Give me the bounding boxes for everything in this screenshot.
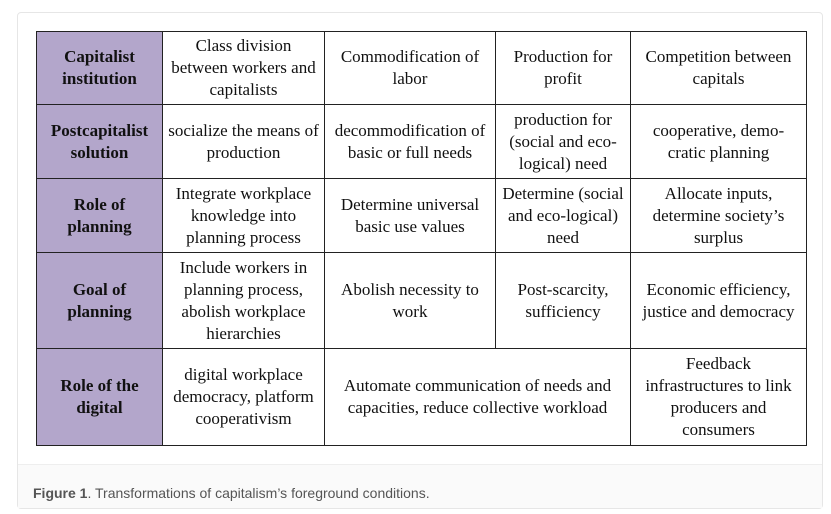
figure-caption [33,485,430,501]
table-cell: digital workplace democracy, platform cooperativism [163,349,325,446]
table-cell: Economic efficiency, justice and democracy [631,253,807,349]
row-header: Goal of planning [37,253,163,349]
table-cell: Abolish necessity to work [325,253,496,349]
table-cell: Determine (social and eco-logical) need [496,179,631,253]
table-cell: Post-scarcity, sufficiency [496,253,631,349]
table-cell: cooperative, demo-cratic planning [631,105,807,179]
table-cell: Integrate workplace knowledge into planning process [163,179,325,253]
table-row [37,349,807,446]
table-cell: Competition between capitals [631,32,807,105]
table-cell: production for (social and eco-logical) need [496,105,631,179]
table-cell: Production for profit [496,32,631,105]
transformation-table [36,31,807,446]
row-header: Role of planning [37,179,163,253]
table-cell: decommodification of basic or full needs [325,105,496,179]
table-cell: Feedback infrastructures to link producers and consumers [631,349,807,446]
table-cell: Include workers in planning process, abolish workplace hierarchies [163,253,325,349]
caption-text: . Transformations of capitalism’s foreground conditions. [87,485,430,501]
row-header: Postcapitalist solution [37,105,163,179]
row-header: Capitalist institution [37,32,163,105]
caption-area [18,464,822,508]
row-header: Role of the digital [37,349,163,446]
table-row [37,105,807,179]
figure-label: Figure 1 [33,485,88,501]
table-cell-merged: Automate communication of needs and capacities, reduce collective workload [325,349,631,446]
table-cell: Commodification of labor [325,32,496,105]
figure-card [17,12,823,509]
table-cell: Allocate inputs, determine society’s surplus [631,179,807,253]
table-cell: Determine universal basic use values [325,179,496,253]
table-cell: Class division between workers and capitalists [163,32,325,105]
table-row [37,32,807,105]
table-cell: socialize the means of production [163,105,325,179]
table-row [37,253,807,349]
table-row [37,179,807,253]
